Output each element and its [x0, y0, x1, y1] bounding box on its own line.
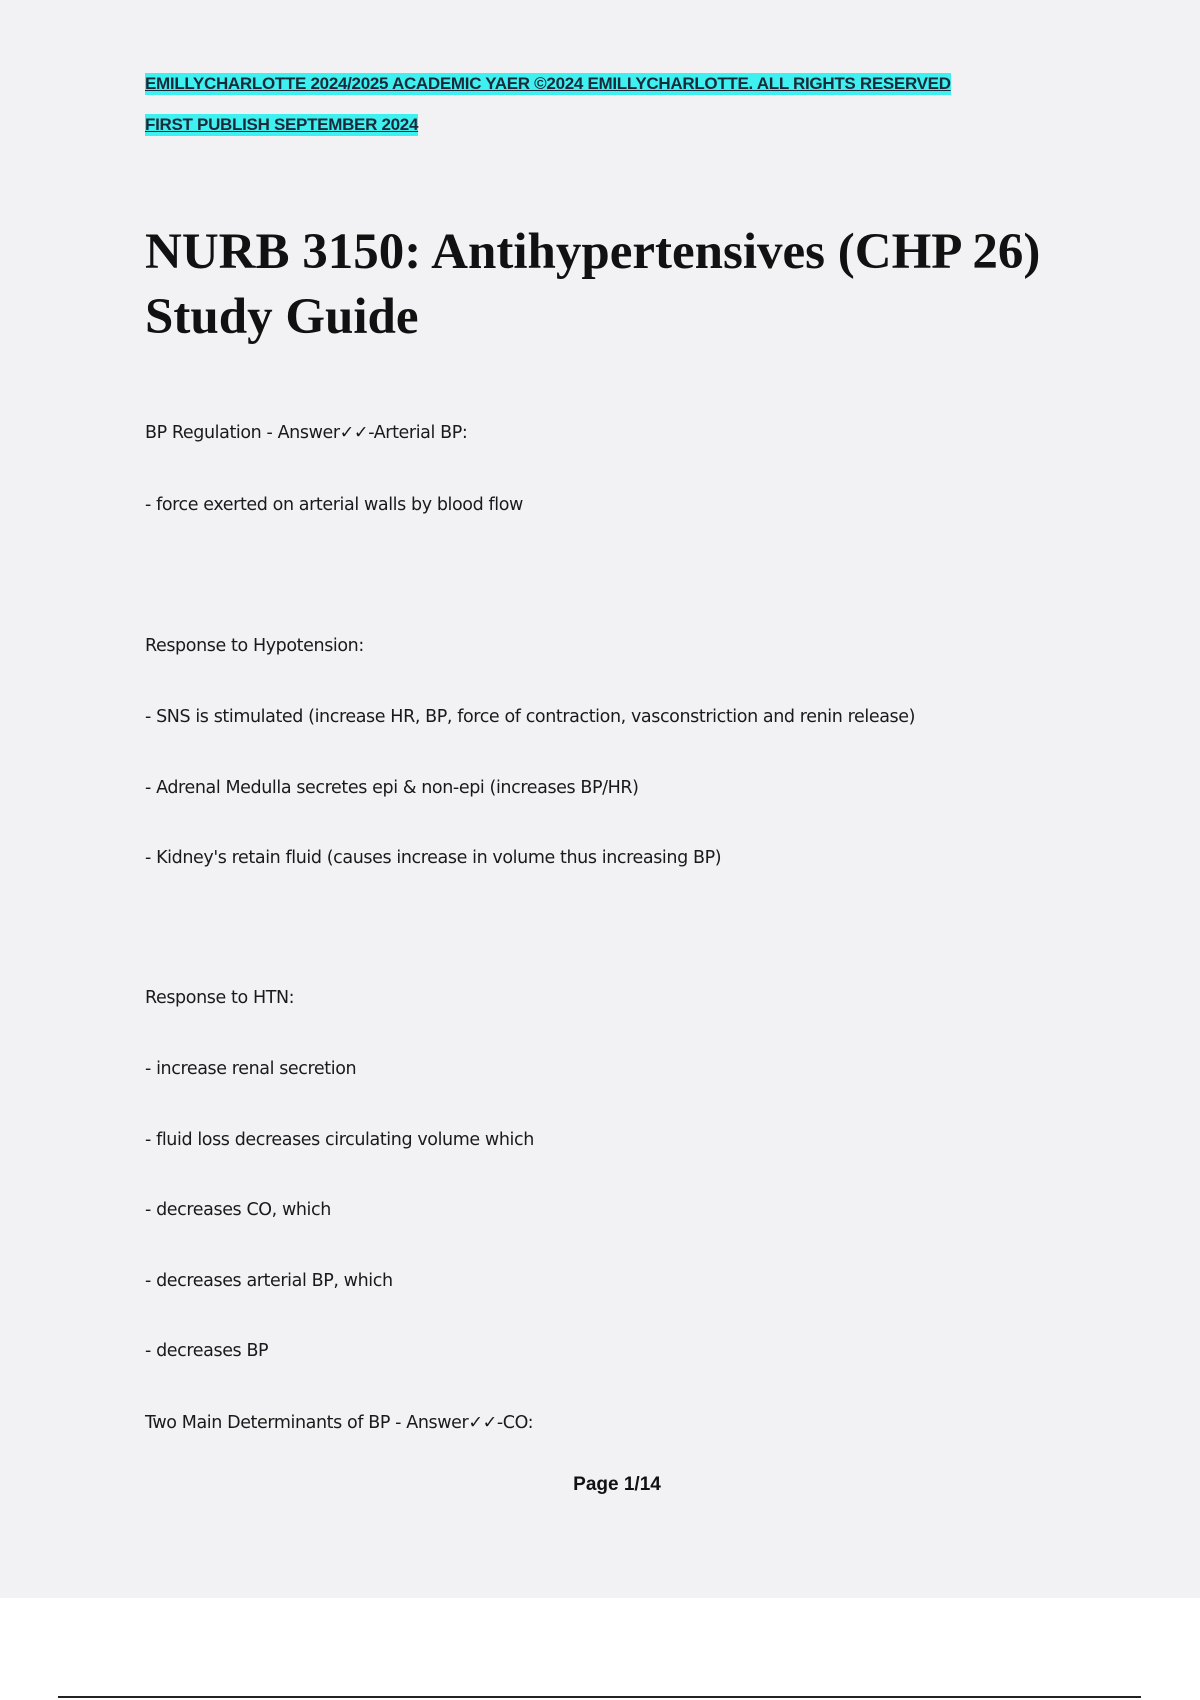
body-line: - increase renal secretion: [145, 1059, 357, 1079]
section-heading: Response to Hypotension:: [145, 636, 364, 656]
body-line: - decreases arterial BP, which: [145, 1271, 393, 1291]
body-line: - SNS is stimulated (increase HR, BP, force of contraction, vasconstriction and renin release): [145, 707, 916, 727]
page-number: Page 1/14: [573, 1474, 661, 1495]
document-title: NURB 3150: Antihypertensives (CHP 26) Study Guide: [145, 224, 1041, 345]
body-line: - decreases CO, which: [145, 1200, 331, 1220]
body-line: - Adrenal Medulla secretes epi & non-epi (increases BP/HR): [145, 778, 639, 798]
body-line: Two Main Determinants of BP - Answer✓✓-CO:: [145, 1413, 534, 1433]
body-line: - force exerted on arterial walls by blood flow: [145, 495, 523, 515]
page-divider: [58, 1696, 1141, 1698]
body-line: BP Regulation - Answer✓✓-Arterial BP:: [145, 423, 468, 443]
body-line: - fluid loss decreases circulating volume which: [145, 1130, 534, 1150]
publish-date-line: FIRST PUBLISH SEPTEMBER 2024: [145, 115, 419, 134]
copyright-header-line: EMILLYCHARLOTTE 2024/2025 ACADEMIC YAER ©2024 EMILLYCHARLOTTE. ALL RIGHTS RESERVED: [145, 74, 951, 93]
section-heading: Response to HTN:: [145, 988, 295, 1008]
body-line: - decreases BP: [145, 1341, 269, 1361]
body-line: - Kidney's retain fluid (causes increase in volume thus increasing BP): [145, 848, 722, 868]
